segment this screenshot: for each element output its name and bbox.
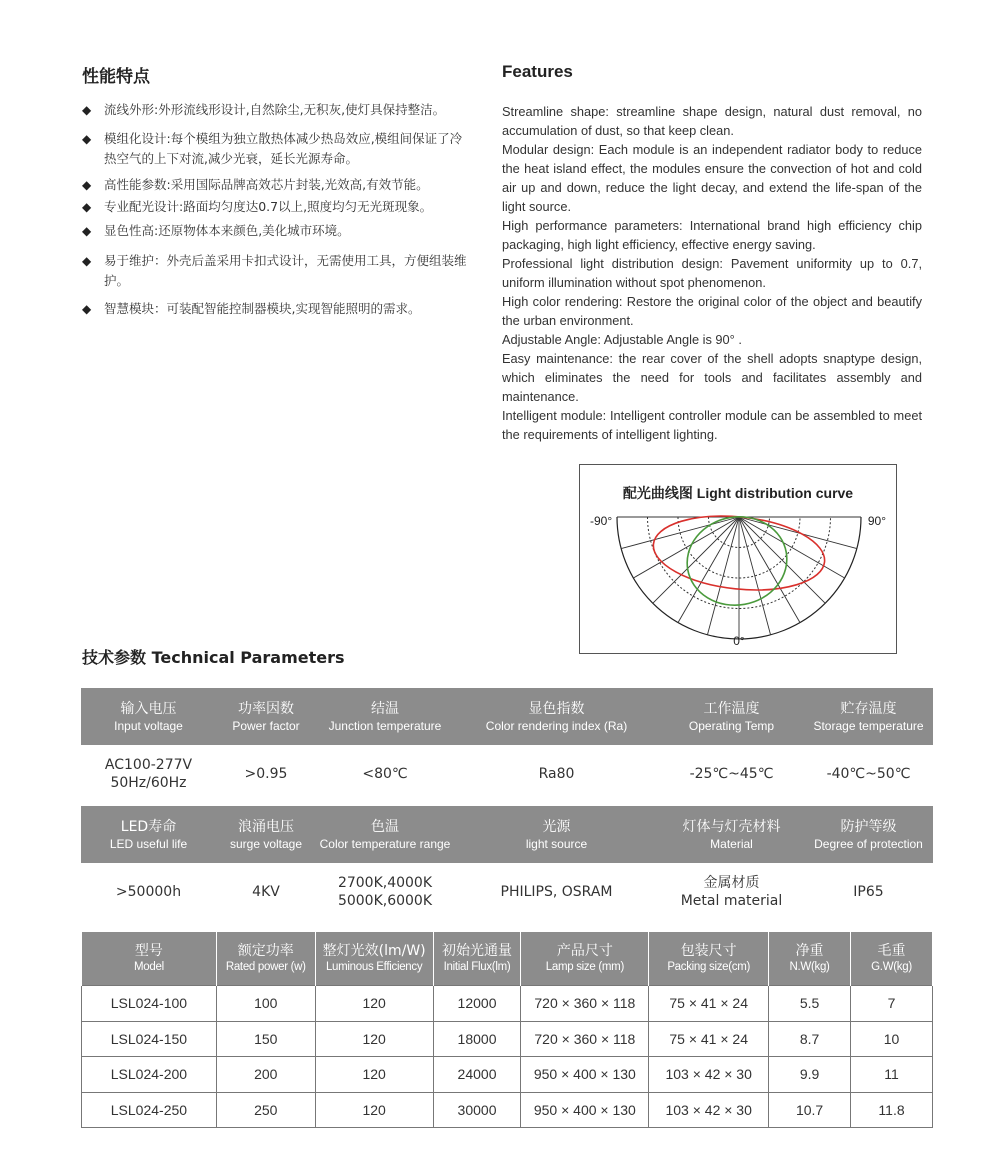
param-header-cn: 显色指数 (528, 700, 585, 717)
table-cell: 120 (315, 1021, 433, 1057)
table-row (82, 1057, 933, 1093)
model-header-cn: 产品尺寸 (556, 943, 613, 959)
param-value-line: IP65 (853, 884, 884, 900)
table-cell: 75 × 41 × 24 (649, 986, 769, 1022)
table-cell: LSL024-150 (82, 1021, 217, 1057)
table-cell: 75 × 41 × 24 (649, 1021, 769, 1057)
feature-cn-text: 专业配光设计:路面均匀度达0.7以上,照度均匀无光斑现象。 (104, 199, 433, 214)
model-header-cn: 毛重 (877, 943, 906, 959)
curve-grid-ray (707, 517, 739, 635)
param-header-en: light source (525, 836, 588, 851)
param-value-cell (804, 863, 933, 921)
feature-en-paragraph: Modular design: Each module is an independent radiator body to reduce the heat island effect, the modules ensure the convection of hot and cold air up and down, reduce the light decay, and extend the life-span of the light source. (502, 142, 922, 214)
feature-en-paragraph: Intelligent module: Intelligent controller module can be assembled to meet the requirements of intelligent lighting. (502, 408, 922, 442)
table-cell: LSL024-250 (82, 1092, 217, 1128)
feature-cn-item (82, 129, 472, 169)
table-cell: 11.8 (851, 1092, 933, 1128)
param-value-line: AC100-277V (104, 757, 193, 773)
feature-cn-text: 易于维护：外壳后盖采用卡扣式设计，无需使用工具，方便组装维护。 (104, 253, 467, 288)
table-cell: LSL024-200 (82, 1057, 217, 1093)
model-header-cell (521, 932, 649, 986)
curve-grid-ray (739, 517, 800, 623)
curve-title: 配光曲线图 Light distribution curve (622, 485, 854, 501)
model-header-en: N.W(kg) (789, 961, 830, 973)
model-header-en: G.W(kg) (871, 961, 912, 973)
param-header-cell (216, 806, 316, 863)
features-en-title: Features (502, 62, 573, 81)
feature-cn-text: 模组化设计:每个模组为独立散热体减少热岛效应,模组间保证了冷热空气的上下对流,减少光衰，延长光源寿命。 (104, 131, 463, 166)
curve-label-left: -90° (590, 514, 613, 528)
param-value-line: >0.95 (244, 766, 288, 782)
param-header-cn: 色温 (371, 818, 399, 835)
param-value-line: 4KV (252, 884, 280, 900)
param-value-cell (81, 863, 216, 921)
param-header-cell (216, 688, 316, 745)
model-header-cell (769, 932, 851, 986)
param-header-cn: 浪涌电压 (238, 818, 294, 835)
table-cell: 250 (216, 1092, 315, 1128)
table-cell: 24000 (433, 1057, 521, 1093)
param-header-en: Power factor (232, 718, 300, 733)
param-value-cell (454, 745, 659, 803)
feature-en-paragraph: Professional light distribution design: Pavement uniformity up to 0.7, uniform illumination without spot phenomenon. (502, 256, 922, 290)
param-header-cell (659, 688, 804, 745)
table-cell: 720 × 360 × 118 (521, 1021, 649, 1057)
param-value-line: <80℃ (362, 766, 408, 782)
feature-cn-text: 智慧模块：可装配智能控制器模块,实现智能照明的需求。 (104, 301, 421, 316)
curve-grid-ray (739, 517, 771, 635)
table-row (82, 1092, 933, 1128)
table-cell: 10 (851, 1021, 933, 1057)
model-header-cn: 初始光通量 (442, 943, 513, 959)
table-cell: 720 × 360 × 118 (521, 986, 649, 1022)
param-header-cell (804, 806, 933, 863)
bullet-icon: ◆ (82, 254, 92, 268)
tech-params-title: 技术参数 Technical Parameters (82, 648, 345, 667)
model-header-cn: 包装尺寸 (680, 943, 737, 959)
model-header-en: Lamp size (mm) (545, 961, 624, 973)
feature-cn-text: 流线外形:外形流线形设计,自然除尘,无积灰,使灯具保持整洁。 (104, 102, 446, 117)
model-header-cn: 净重 (795, 943, 824, 959)
light-distribution-curve (579, 464, 897, 654)
feature-cn-item (82, 221, 472, 241)
feature-cn-item (82, 100, 472, 120)
table-cell: 5.5 (769, 986, 851, 1022)
param-value-cell (216, 745, 316, 803)
curve-grid-ray (739, 517, 857, 549)
model-header-en: Model (134, 961, 164, 973)
bullet-icon: ◆ (82, 103, 92, 117)
param-value-cell (81, 745, 216, 803)
model-header-cell (649, 932, 769, 986)
feature-cn-text: 高性能参数:采用国际品牌高效芯片封装,光效高,有效节能。 (104, 177, 429, 192)
table-cell: 7 (851, 986, 933, 1022)
features-cn-title: 性能特点 (82, 67, 150, 87)
bullet-icon: ◆ (82, 178, 92, 192)
model-header-cell (851, 932, 933, 986)
table-cell: 103 × 42 × 30 (649, 1092, 769, 1128)
model-table (81, 931, 933, 1128)
param-header-cell (316, 806, 454, 863)
table-cell: 9.9 (769, 1057, 851, 1093)
model-header-cell (433, 932, 521, 986)
param-header-cn: 防护等级 (840, 818, 897, 835)
param-header-cell (81, 806, 216, 863)
param-value-cell (659, 863, 804, 921)
model-header-cn: 额定功率 (237, 943, 294, 959)
param-header-en: Material (710, 836, 753, 851)
params-value-row-2 (81, 863, 933, 921)
model-header-cell (82, 932, 217, 986)
model-header-en: Rated power (w) (225, 961, 306, 973)
curve-label-bottom: 0° (733, 634, 745, 648)
param-header-en: LED useful life (109, 836, 188, 851)
table-cell: 30000 (433, 1092, 521, 1128)
param-header-cell (454, 688, 659, 745)
model-header-cn: 型号 (134, 943, 163, 959)
params-header-row-2 (81, 806, 933, 863)
table-cell: 950 × 400 × 130 (521, 1057, 649, 1093)
param-value-line: Metal material (680, 893, 783, 909)
param-header-en: surge voltage (229, 836, 303, 851)
param-header-en: Operating Temp (688, 718, 775, 733)
feature-en-paragraph: Easy maintenance: the rear cover of the shell adopts snaptype design, which eliminates the need for tools and facilitates assembly and maintenance. (502, 351, 922, 404)
param-header-cell (81, 688, 216, 745)
model-header-cell (216, 932, 315, 986)
table-cell: 8.7 (769, 1021, 851, 1057)
param-header-cn: 灯体与灯壳材料 (682, 818, 781, 835)
param-header-cn: 光源 (542, 818, 571, 835)
param-value-cell (316, 863, 454, 921)
table-cell: LSL024-100 (82, 986, 217, 1022)
param-value-line: 2700K,4000K (337, 875, 433, 891)
param-header-en: Junction temperature (328, 718, 442, 733)
table-cell: 10.7 (769, 1092, 851, 1128)
model-header-en: Packing size(cm) (667, 961, 751, 973)
bullet-icon: ◆ (82, 200, 92, 214)
table-cell: 200 (216, 1057, 315, 1093)
param-header-cn: 工作温度 (703, 700, 760, 717)
param-header-cell (804, 688, 933, 745)
param-value-cell (216, 863, 316, 921)
param-header-cell (454, 806, 659, 863)
model-header-cell (315, 932, 433, 986)
table-cell: 120 (315, 1057, 433, 1093)
param-value-line: >50000h (115, 884, 182, 900)
param-value-cell (804, 745, 933, 803)
table-cell: 18000 (433, 1021, 521, 1057)
param-value-cell (316, 745, 454, 803)
feature-en-paragraph: High performance parameters: International brand high efficiency chip packaging, high light efficiency, effective energy saving. (502, 218, 922, 252)
param-header-cell (316, 688, 454, 745)
param-header-cn: 输入电压 (120, 700, 177, 717)
bullet-icon: ◆ (82, 132, 92, 146)
table-cell: 150 (216, 1021, 315, 1057)
param-header-cn: 贮存温度 (840, 700, 897, 717)
model-table-header (82, 932, 933, 986)
feature-cn-text: 显色性高:还原物体本来颜色,美化城市环境。 (104, 223, 350, 238)
param-header-cn: LED寿命 (120, 818, 177, 835)
polar-chart (580, 465, 898, 655)
param-header-cn: 功率因数 (238, 700, 294, 717)
param-value-line: -25℃~45℃ (689, 766, 774, 782)
table-cell: 11 (851, 1057, 933, 1093)
table-cell: 120 (315, 986, 433, 1022)
param-header-en: Storage temperature (813, 718, 924, 733)
param-header-cn: 结温 (371, 700, 399, 717)
param-value-line: 金属材质 (703, 875, 760, 891)
params-value-row-1 (81, 745, 933, 803)
curve-label-right: 90° (867, 514, 886, 528)
feature-cn-item (82, 299, 472, 319)
table-cell: 12000 (433, 986, 521, 1022)
table-cell: 120 (315, 1092, 433, 1128)
curve-grid-ray (633, 517, 739, 578)
param-header-cell (659, 806, 804, 863)
curve-grid-ray (739, 517, 845, 578)
table-row (82, 1021, 933, 1057)
table-cell: 950 × 400 × 130 (521, 1092, 649, 1128)
param-value-line: PHILIPS, OSRAM (500, 884, 613, 900)
param-header-en: Color temperature range (319, 836, 451, 851)
param-header-en: Input voltage (114, 718, 183, 733)
bullet-icon: ◆ (82, 224, 92, 238)
feature-cn-item (82, 197, 472, 217)
feature-en-paragraph: Streamline shape: streamline shape design, natural dust removal, no accumulation of dust, so that keep clean. (502, 104, 922, 138)
feature-cn-item (82, 251, 472, 291)
param-value-line: 50Hz/60Hz (110, 775, 187, 791)
param-value-line: -40℃~50℃ (826, 766, 911, 782)
param-header-en: Color rendering index (Ra) (485, 718, 628, 733)
bullet-icon: ◆ (82, 302, 92, 316)
feature-en-paragraph: High color rendering: Restore the original color of the object and beautify the urban environment. (502, 294, 922, 328)
params-header-row-1 (81, 688, 933, 745)
param-value-line: Ra80 (538, 766, 575, 782)
param-header-en: Degree of protection (814, 836, 923, 851)
param-value-cell (659, 745, 804, 803)
table-row (82, 986, 933, 1022)
curve-grid-ray (653, 517, 739, 603)
features-cn-list (82, 100, 472, 325)
model-header-en: Initial Flux(lm) (443, 961, 511, 973)
model-header-en: Luminous Efficiency (325, 961, 423, 973)
table-cell: 100 (216, 986, 315, 1022)
feature-en-paragraph: Adjustable Angle: Adjustable Angle is 90° . (502, 332, 742, 347)
feature-cn-item (82, 175, 472, 195)
param-value-cell (454, 863, 659, 921)
features-en-text (502, 102, 922, 444)
param-value-line: 5000K,6000K (337, 893, 433, 909)
table-cell: 103 × 42 × 30 (649, 1057, 769, 1093)
model-header-cn: 整灯光效(lm/W) (322, 943, 426, 959)
